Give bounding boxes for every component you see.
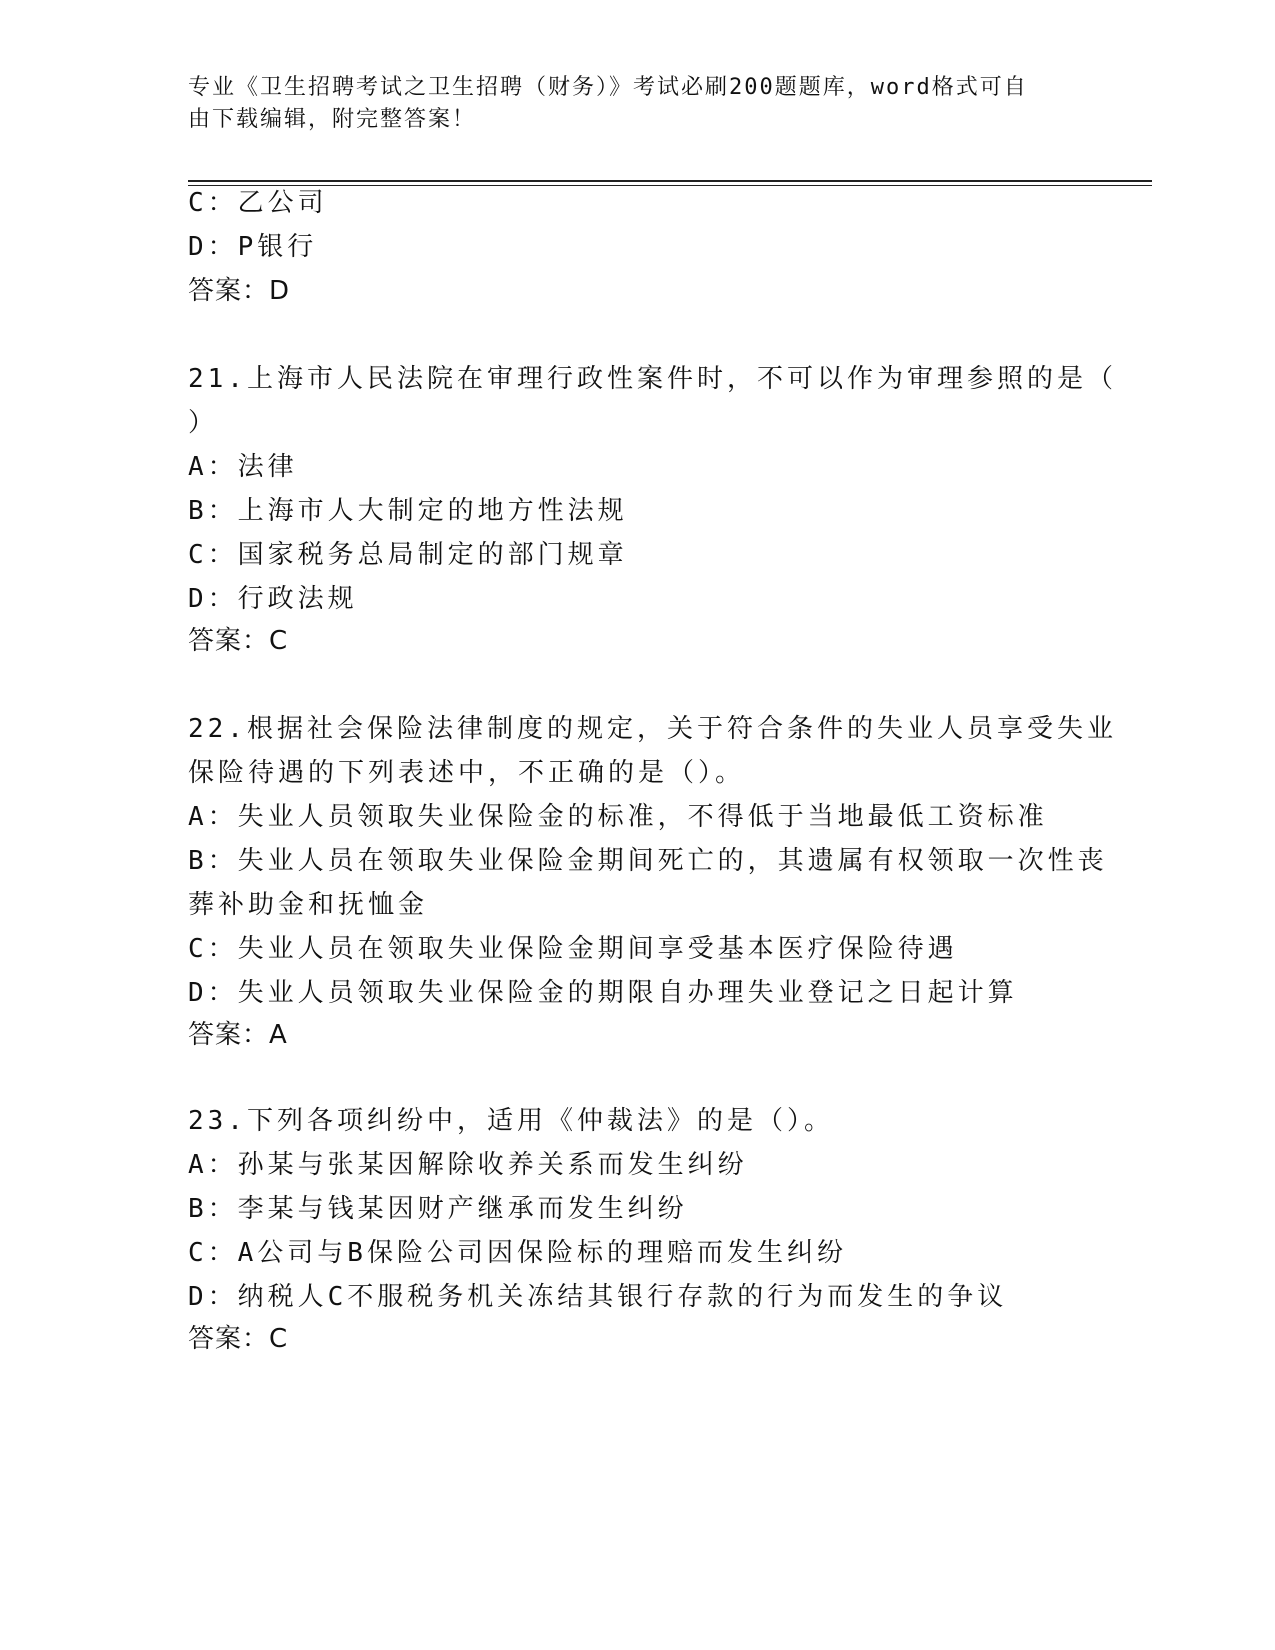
q22-option-b-line-1: B：失业人员在领取失业保险金期间死亡的，其遗属有权领取一次性丧 bbox=[188, 846, 1108, 876]
q22-option-a: A：失业人员领取失业保险金的标准，不得低于当地最低工资标准 bbox=[188, 802, 1048, 832]
q22-question-line-2: 保险待遇的下列表述中，不正确的是（）。 bbox=[188, 758, 746, 788]
q21-answer: 答案：C bbox=[188, 626, 289, 656]
q22-option-d: D：失业人员领取失业保险金的期限自办理失业登记之日起计算 bbox=[188, 978, 1018, 1008]
header-title-line-1: 专业《卫生招聘考试之卫生招聘（财务）》考试必刷200题题库，word格式可自 bbox=[188, 75, 1028, 100]
q23-option-b: B：李某与钱某因财产继承而发生纠纷 bbox=[188, 1194, 688, 1224]
q21-question-line-1: 21.上海市人民法院在审理行政性案件时，不可以作为审理参照的是（ bbox=[188, 364, 1117, 394]
q21-option-c: C：国家税务总局制定的部门规章 bbox=[188, 540, 628, 570]
document-header bbox=[188, 72, 1068, 136]
header-title-line-2: 由下载编辑，附完整答案！ bbox=[188, 107, 477, 132]
prev-option-c: C：乙公司 bbox=[188, 188, 328, 218]
q23-question-line-1: 23.下列各项纠纷中，适用《仲裁法》的是（）。 bbox=[188, 1106, 834, 1136]
q23-option-d: D：纳税人C不服税务机关冻结其银行存款的行为而发生的争议 bbox=[188, 1282, 1008, 1312]
q23-option-a: A：孙某与张某因解除收养关系而发生纠纷 bbox=[188, 1150, 748, 1180]
q22-option-b-line-2: 葬补助金和抚恤金 bbox=[188, 890, 429, 920]
q21-option-a: A：法律 bbox=[188, 452, 298, 482]
q22-answer: 答案：A bbox=[188, 1020, 288, 1050]
q21-option-d: D：行政法规 bbox=[188, 584, 358, 614]
q22-question-line-1: 22.根据社会保险法律制度的规定，关于符合条件的失业人员享受失业 bbox=[188, 714, 1117, 744]
prev-option-d: D：P银行 bbox=[188, 232, 318, 262]
q21-option-b: B：上海市人大制定的地方性法规 bbox=[188, 496, 628, 526]
header-divider bbox=[188, 180, 1152, 186]
q22-option-c: C：失业人员在领取失业保险金期间享受基本医疗保险待遇 bbox=[188, 934, 958, 964]
q23-option-c: C：A公司与B保险公司因保险标的理赔而发生纠纷 bbox=[188, 1238, 847, 1268]
q21-question-line-2: ） bbox=[188, 408, 219, 438]
q23-answer: 答案：C bbox=[188, 1324, 289, 1354]
prev-answer: 答案：D bbox=[188, 276, 291, 306]
